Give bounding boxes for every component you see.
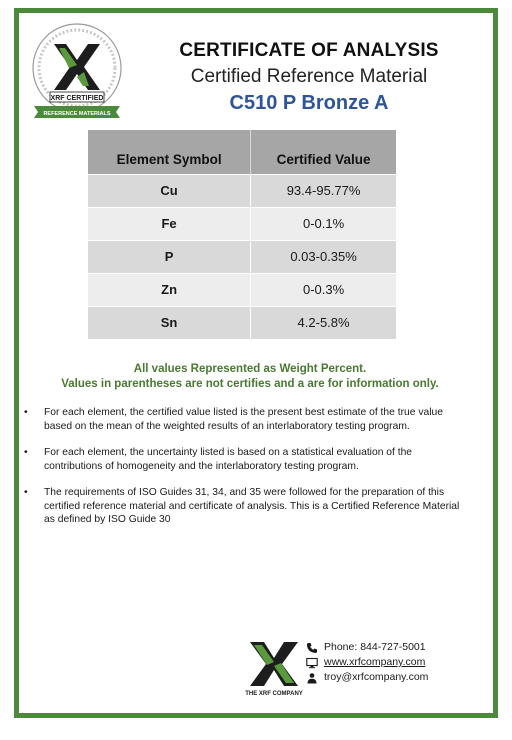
element-symbol: P bbox=[88, 240, 251, 273]
certified-values-table bbox=[88, 130, 396, 339]
certified-value: 0.03-0.35% bbox=[251, 240, 396, 273]
email-address[interactable]: troy@xrfcompany.com bbox=[324, 671, 429, 683]
list-item bbox=[22, 486, 462, 527]
bullet-icon: • bbox=[24, 447, 28, 458]
person-icon bbox=[306, 672, 318, 684]
contact-phone-row bbox=[306, 640, 428, 655]
element-symbol: Sn bbox=[88, 306, 251, 339]
element-symbol: Fe bbox=[88, 207, 251, 240]
element-symbol: Cu bbox=[88, 174, 251, 207]
certified-value: 93.4-95.77% bbox=[251, 174, 396, 207]
footer-logo-text: THE XRF COMPANY bbox=[245, 691, 303, 697]
xrf-company-logo bbox=[244, 638, 304, 698]
phone-icon bbox=[306, 642, 318, 654]
table-row bbox=[88, 240, 396, 273]
certificate-subtitle: Certified Reference Material bbox=[190, 66, 428, 87]
weight-percent-notes bbox=[40, 362, 460, 392]
table-header-row bbox=[88, 130, 396, 174]
certified-value: 0-0.1% bbox=[251, 207, 396, 240]
website-link[interactable]: www.xrfcompany.com bbox=[324, 656, 426, 668]
contact-website-row bbox=[306, 655, 428, 670]
material-name: C510 P Bronze A bbox=[229, 92, 389, 114]
certified-value: 0-0.3% bbox=[251, 273, 396, 306]
column-header-element-symbol: Element Symbol bbox=[88, 130, 251, 174]
certified-value: 4.2-5.8% bbox=[251, 306, 396, 339]
certificate-title: CERTIFICATE OF ANALYSIS bbox=[179, 40, 439, 61]
contact-email-row bbox=[306, 670, 428, 685]
seal-banner-text: XRF CERTIFIED bbox=[50, 95, 104, 102]
table-row bbox=[88, 174, 396, 207]
list-item bbox=[22, 446, 462, 473]
monitor-icon bbox=[306, 657, 318, 669]
statement-text: The requirements of ISO Guides 31, 34, and 35 were followed for the preparation of this certified reference material and certificate of analysis. This is a Certified Reference Material as defined by ISO Guide 30 bbox=[44, 487, 460, 525]
certificate-header bbox=[150, 40, 468, 115]
list-item bbox=[22, 406, 462, 433]
table-row bbox=[88, 306, 396, 339]
statement-text: For each element, the uncertainty listed is based on a statistical evaluation of the contributions of homogeneity and the interlaboratory testing program. bbox=[44, 447, 413, 472]
element-symbol: Zn bbox=[88, 273, 251, 306]
statement-text: For each element, the certified value listed is the present best estimate of the true value based on the mean of the weighted results of an interlaboratory testing program. bbox=[44, 407, 443, 432]
notes-line-1: All values Represented as Weight Percent. bbox=[133, 363, 367, 375]
notes-line-2: Values in parentheses are not certifies and a are for information only. bbox=[61, 378, 439, 390]
table-row bbox=[88, 273, 396, 306]
seal-ribbon-text: REFERENCE MATERIALS bbox=[43, 111, 111, 117]
xrf-certified-seal-logo bbox=[22, 22, 132, 126]
contact-info bbox=[306, 640, 428, 685]
bullet-icon: • bbox=[24, 407, 28, 418]
phone-number: Phone: 844-727-5001 bbox=[324, 641, 426, 653]
column-header-certified-value: Certified Value bbox=[251, 130, 396, 174]
bullet-icon: • bbox=[24, 487, 28, 498]
table-row bbox=[88, 207, 396, 240]
certification-statements bbox=[22, 406, 462, 540]
